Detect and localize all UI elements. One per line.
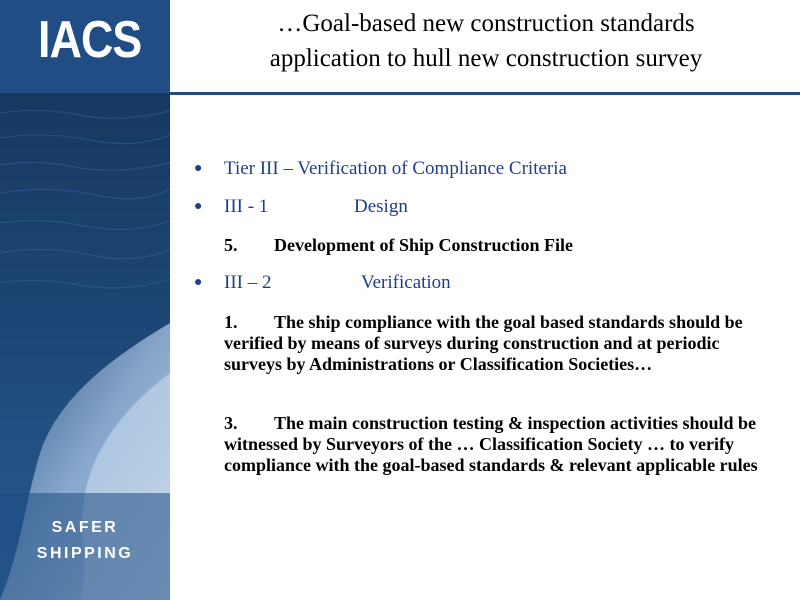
- brand-sidebar: [0, 0, 170, 600]
- item-number: 1.: [224, 312, 238, 332]
- iacs-logo: [0, 0, 170, 93]
- slide-title: [172, 6, 800, 76]
- bullet-iii-2: [190, 269, 800, 297]
- list-item: [224, 413, 780, 476]
- bullet-code: III – 2: [224, 272, 272, 293]
- title-line-2: application to hull new construction survey: [269, 45, 703, 72]
- item-text: The ship compliance with the goal based standards should be verified by means of surveys during construction and at periodic surveys by Administrations or Classification Societies…: [224, 312, 743, 374]
- bullet-iii-1: [190, 193, 800, 221]
- title-line-1: …Goal-based new construction standards: [277, 10, 695, 37]
- bullet-text: Tier III – Verification of Compliance Criteria: [224, 158, 567, 179]
- bullet-code: III - 1: [224, 196, 269, 217]
- list-item: [224, 235, 780, 256]
- tagline-shipping: SHIPPING: [36, 545, 134, 562]
- bullet-dot-icon: ●: [194, 275, 203, 290]
- list-item: [224, 312, 780, 375]
- bullet-label: Design: [354, 196, 408, 217]
- item-text: Development of Ship Construction File: [274, 235, 573, 255]
- bullet-tier-iii: [190, 155, 800, 183]
- tagline-safer: SAFER: [51, 519, 119, 536]
- bullet-dot-icon: ●: [194, 199, 203, 214]
- bullet-label: Verification: [361, 272, 451, 293]
- logo-text: IACS: [38, 11, 142, 69]
- bullet-dot-icon: ●: [194, 161, 203, 176]
- item-number: 3.: [224, 413, 238, 433]
- header-divider: [170, 92, 800, 95]
- item-text: The main construction testing & inspection activities should be witnessed by Surveyors of the … Classification Society … to verify compliance with the goal-based standards & relevant applicable rules: [224, 413, 758, 475]
- item-number: 5.: [224, 235, 238, 255]
